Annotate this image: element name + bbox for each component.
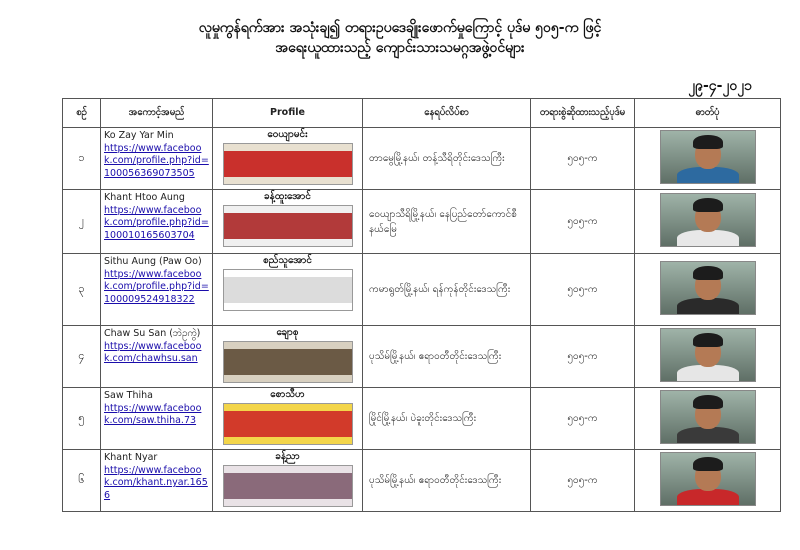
table-row bbox=[63, 128, 781, 190]
header-account-name: အကောင့်အမည် bbox=[101, 99, 213, 128]
profile-screenshot-image bbox=[223, 403, 353, 445]
portrait-shirt bbox=[677, 489, 739, 506]
portrait-photo bbox=[660, 328, 756, 382]
table-row bbox=[63, 190, 781, 254]
address: မြိုင်မြို့နယ်၊ ပဲခူးတိုင်းဒေသကြီး bbox=[363, 388, 531, 450]
penal-section: ၅၀၅-က bbox=[531, 388, 635, 450]
account-link[interactable]: https://www.facebook.com/profile.php?id=100010165603704 bbox=[104, 204, 209, 241]
account-cell bbox=[101, 190, 213, 254]
portrait-photo bbox=[660, 193, 756, 247]
profile-cell bbox=[213, 128, 363, 190]
portrait-photo bbox=[660, 261, 756, 315]
photo-cell bbox=[635, 128, 781, 190]
row-number: ၆ bbox=[63, 450, 101, 512]
profile-screenshot-image bbox=[223, 269, 353, 311]
table-header-row bbox=[63, 99, 781, 128]
document-title bbox=[0, 18, 800, 58]
profile-cell bbox=[213, 326, 363, 388]
row-number: ၄ bbox=[63, 326, 101, 388]
portrait-shirt bbox=[677, 230, 739, 247]
photo-cell bbox=[635, 254, 781, 326]
portrait-hair bbox=[693, 198, 723, 212]
row-number: ၃ bbox=[63, 254, 101, 326]
account-name: Saw Thiha bbox=[104, 390, 153, 401]
title-line-1: လူမှုကွန်ရက်အား အသုံးချ၍ တရားဥပဒေချိုးဖောက်မှုကြောင့် ပုဒ်မ ၅၀၅-က ဖြင့် bbox=[198, 20, 602, 36]
portrait-hair bbox=[693, 395, 723, 409]
portrait-shirt bbox=[677, 427, 739, 444]
title-line-2: အရေးယူထားသည့် ကျောင်းသားသမဂ္ဂအဖွဲ့ဝင်များ bbox=[275, 40, 525, 56]
row-number: ၁ bbox=[63, 128, 101, 190]
portrait-hair bbox=[693, 266, 723, 280]
account-link[interactable]: https://www.facebook.com/profile.php?id=100009524918322 bbox=[104, 268, 209, 305]
profile-name: ချောစု bbox=[276, 327, 299, 338]
portrait-shirt bbox=[677, 298, 739, 315]
table-row bbox=[63, 450, 781, 512]
profile-screenshot-image bbox=[223, 205, 353, 247]
account-link[interactable]: https://www.facebook.com/profile.php?id=100056369073505 bbox=[104, 142, 209, 179]
penal-section: ၅၀၅-က bbox=[531, 190, 635, 254]
portrait-photo bbox=[660, 390, 756, 444]
profile-cell bbox=[213, 254, 363, 326]
account-name: Sithu Aung (Paw Oo) bbox=[104, 256, 202, 267]
header-section: တရားစွဲဆိုထားသည့်ပုဒ်မ bbox=[531, 99, 635, 128]
portrait-hair bbox=[693, 457, 723, 471]
account-name: Chaw Su San (ဘဲဥကွဲ) bbox=[104, 328, 201, 339]
address: ပုသိမ်မြို့နယ်၊ ဧရာဝတီတိုင်းဒေသကြီး bbox=[363, 450, 531, 512]
address: ကမာရွတ်မြို့နယ်၊ ရန်ကုန်တိုင်းဒေသကြီး bbox=[363, 254, 531, 326]
profile-name: စောသီဟ bbox=[270, 389, 305, 400]
address: တာမွေမြို့နယ်၊ တန့်သီရိတိုင်းဒေသကြီး bbox=[363, 128, 531, 190]
header-address: နေရပ်လိပ်စာ bbox=[363, 99, 531, 128]
profile-cell bbox=[213, 450, 363, 512]
profile-name: ခန့်ညာ bbox=[275, 451, 300, 462]
account-name: Khant Nyar bbox=[104, 452, 158, 463]
address: ဝေယျာသီရိမြို့နယ်၊ နေပြည်တော်ကောင်စီနယ်မြေ bbox=[363, 190, 531, 254]
account-name: Khant Htoo Aung bbox=[104, 192, 185, 203]
table-row bbox=[63, 388, 781, 450]
profile-name: ဝေယျာမင်း bbox=[267, 129, 308, 140]
table-row bbox=[63, 254, 781, 326]
profile-name: စည်သူအောင် bbox=[263, 255, 312, 266]
account-cell bbox=[101, 326, 213, 388]
account-cell bbox=[101, 388, 213, 450]
profile-screenshot-image bbox=[223, 341, 353, 383]
portrait-shirt bbox=[677, 365, 739, 382]
account-link[interactable]: https://www.facebook.com/saw.thiha.73 bbox=[104, 402, 202, 426]
profile-screenshot-image bbox=[223, 465, 353, 507]
document-date: ၂၉-၄-၂၀၂၁ bbox=[688, 78, 752, 94]
profile-cell bbox=[213, 190, 363, 254]
table-row bbox=[63, 326, 781, 388]
profile-cell bbox=[213, 388, 363, 450]
account-cell bbox=[101, 450, 213, 512]
profile-name: ခန့်ထူးအောင် bbox=[264, 191, 311, 202]
portrait-shirt bbox=[677, 167, 739, 184]
address: ပုသိမ်မြို့နယ်၊ ဧရာဝတီတိုင်းဒေသကြီး bbox=[363, 326, 531, 388]
account-cell bbox=[101, 254, 213, 326]
account-link[interactable]: https://www.facebook.com/khant.nyar.1656 bbox=[104, 464, 208, 501]
profile-screenshot-image bbox=[223, 143, 353, 185]
penal-section: ၅၀၅-က bbox=[531, 254, 635, 326]
photo-cell bbox=[635, 450, 781, 512]
penal-section: ၅၀၅-က bbox=[531, 450, 635, 512]
photo-cell bbox=[635, 190, 781, 254]
header-profile: Profile bbox=[213, 99, 363, 128]
photo-cell bbox=[635, 326, 781, 388]
account-cell bbox=[101, 128, 213, 190]
portrait-hair bbox=[693, 135, 723, 149]
account-name: Ko Zay Yar Min bbox=[104, 130, 174, 141]
penal-section: ၅၀၅-က bbox=[531, 326, 635, 388]
portrait-hair bbox=[693, 333, 723, 347]
portrait-photo bbox=[660, 130, 756, 184]
photo-cell bbox=[635, 388, 781, 450]
portrait-photo bbox=[660, 452, 756, 506]
header-photo: ဓာတ်ပုံ bbox=[635, 99, 781, 128]
row-number: ၅ bbox=[63, 388, 101, 450]
penal-section: ၅၀၅-က bbox=[531, 128, 635, 190]
account-link[interactable]: https://www.facebook.com/chawhsu.san bbox=[104, 340, 202, 364]
row-number: ၂ bbox=[63, 190, 101, 254]
header-no: စဉ် bbox=[63, 99, 101, 128]
members-table bbox=[62, 98, 781, 512]
